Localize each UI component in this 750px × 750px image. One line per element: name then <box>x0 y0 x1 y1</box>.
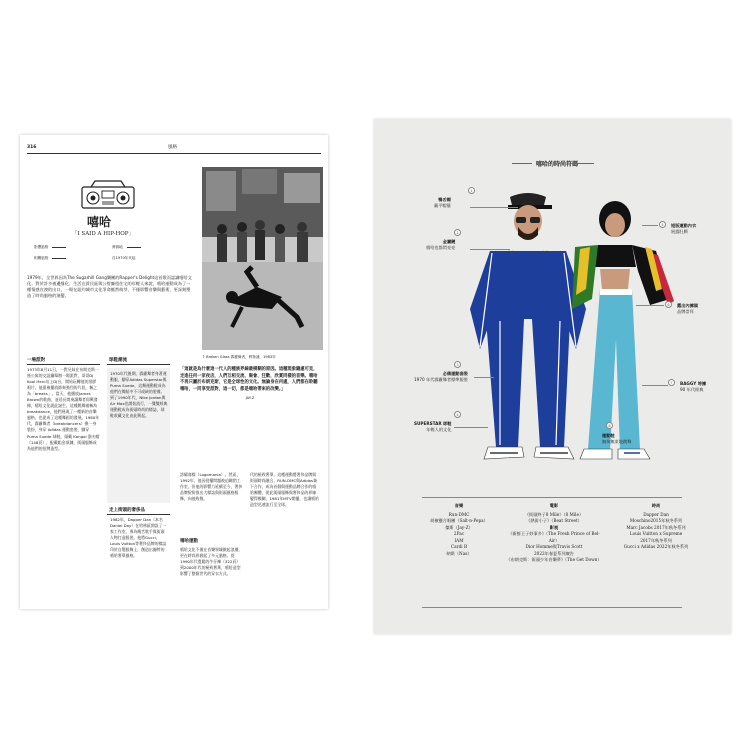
callout-number: 6 <box>665 301 672 308</box>
fashion-item: Moschino2015年秋冬系列 <box>629 518 683 523</box>
meta-line <box>127 247 141 248</box>
callout-desc: 90 年代經典 <box>680 387 704 393</box>
references-rule-top <box>422 497 682 498</box>
callout-desc: 品牌崇拜 <box>677 309 694 315</box>
page-title: 嘻哈 <box>87 215 112 229</box>
pull-quote <box>180 367 320 400</box>
left-page <box>20 135 328 609</box>
fashion-heading: 時尚 <box>651 503 661 508</box>
callout-sneakers <box>602 424 632 446</box>
callout-title: SUPERSTAR 球鞋 <box>414 421 452 426</box>
callout-title: 露出內褲頭 <box>677 303 698 308</box>
music-item: Cardi B <box>450 544 468 549</box>
meta-value: 自1970年代起 <box>112 256 136 260</box>
film-item: 《熱街小子》（Beat Street） <box>526 518 582 523</box>
music-item: 納斯（Nas） <box>446 550 472 556</box>
music-item: 2Pac <box>453 531 465 536</box>
quote-text: 「這就是為什麼這一代人的種族界線最模糊的原因。這種現象隨處可見，走進任何一家夜店，人們互相交流、聚會、狂歡，欣賞同樣的音樂。嘻哈不再只屬於布朗克斯，它是全球性的文化。無論身在何處，人們都在聆聽嘻哈，一同享受派對，這一切，都是嘻哈帶來的改變。」 <box>180 367 318 392</box>
meta-row <box>34 256 66 261</box>
callout-number: 5 <box>659 221 666 228</box>
title-rule-left <box>512 163 532 164</box>
callout-title: 金屬鏈 <box>442 239 456 244</box>
callout-baggy <box>670 381 707 394</box>
music-item: IAM <box>454 537 464 543</box>
fashion-item: Gucci x Adidas 2022年秋冬系列 <box>623 544 689 549</box>
female-figure <box>572 201 674 459</box>
section-text: 嘻哈文化不僅在音樂領域掀起浪潮，更在時尚界掀起了多元風格。從1990年代寬鬆的牛仔褲（322頁）到2000年代的極致奢華，嘻哈造型影響了整個世代的穿衣方式。 <box>180 547 243 577</box>
callout-desc: 戴平帽簷 <box>434 203 451 209</box>
section-text: 誇耀商標（Logomania）。然而，1992年，他因侵權問題被迫關閉工作室，但他的影響力延續至今，奢侈品牌紛紛推出大標誌與街頭風格服飾，向他致敬。 <box>180 472 243 502</box>
leader-line <box>642 385 668 386</box>
music-item: 胡椒鹽合唱團（Salt-n-Pepa） <box>430 518 488 523</box>
tv-item: 2022年春夏系列廣告 <box>534 550 574 556</box>
leader-line <box>454 427 488 428</box>
meta-label: 相關風格 <box>34 256 49 260</box>
callout-number: 2 <box>454 229 461 236</box>
meta-label: 發源地 <box>112 245 123 249</box>
intro-text: 1979年，全世界因為The Sugarhill Gang樂團的Rapper's Delight這首歌而認識嘻哈文化。對於許多被邊緣化、生活在貧民區與公營廉租住宅的年輕人來說，嘻哈運動成為了一種情感宣洩的出口，一場在紐約城市文化爭命脈然萌芽，不僅影響音樂與藝術，更深刻塑造了時尚風格的演變。 <box>27 275 192 299</box>
tv-item: 《新鮮王子妙事多》（The Fresh Prince of Bel-Air） <box>508 531 600 543</box>
tv-heading: 影視 <box>549 524 559 530</box>
callout-crop-top <box>661 223 697 236</box>
section-rule <box>27 364 100 365</box>
title-rule-right <box>574 163 594 164</box>
leader-line <box>636 305 664 306</box>
callout-underwear <box>667 303 698 316</box>
callout-desc: 1970 年代霹靂舞者標準服裝 <box>414 377 468 383</box>
music-heading: 音樂 <box>454 503 464 508</box>
section-heading: 嘻哈運動 <box>180 539 198 544</box>
boombox-icon <box>81 179 135 209</box>
meta-line <box>52 247 66 248</box>
leader-line <box>470 207 518 208</box>
fashion-item: Marc Jacobs 2017年秋冬系列 <box>626 524 686 530</box>
leader-line <box>642 225 658 226</box>
right-page <box>374 119 731 634</box>
music-item: Run-DMC <box>448 511 470 517</box>
callout-number: 7 <box>668 379 675 386</box>
callout-number: 1 <box>468 187 475 194</box>
fashion-item: 2017年秋冬系列 <box>640 537 672 543</box>
callout-tracksuit <box>414 363 468 384</box>
callout-number: 8 <box>606 422 613 429</box>
male-figure <box>470 193 586 459</box>
meta-row <box>112 256 136 261</box>
page-number: 316 <box>27 145 37 150</box>
film-item: 《街頭終子8 Mile》（8 Mile） <box>524 511 584 517</box>
fashion-item: Louis Vuitton x Supreme <box>629 531 683 536</box>
tv-item: Dior Homme與Travis Scott <box>525 544 583 549</box>
callout-desc: 展露肚臍 <box>671 229 688 235</box>
meta-row <box>34 245 66 250</box>
fashion-column <box>604 503 708 551</box>
callout-desc: 無拘無束地跳舞 <box>602 439 632 445</box>
infographic-title: 嘻哈的時尚符碼 <box>536 161 579 168</box>
film-heading: 電影 <box>549 503 559 508</box>
section-text: 代的極致奢華，這種運動將奢侈品牌與街頭時尚融合，RUN-DMC與Adidas簽下合作，成為首個與運動品牌合作的嘻哈團體，從此街頭服飾與奢侈品的界線變得模糊，1981年MTV開播，也讓嘻哈造型迅速流行至全球。 <box>250 472 319 508</box>
leader-line <box>474 377 494 378</box>
header-rule <box>27 153 321 154</box>
tv-item: 《布朗克斯：街頭少年音樂夢》（The Get Down） <box>506 557 602 562</box>
leader-line <box>470 249 510 250</box>
callout-desc: 年輕人的文化 <box>426 427 452 433</box>
callout-cap <box>434 189 473 210</box>
section-text: 1973年8月11日，一對兄妹在布朗克斯一座公寓的交誼廳舉辦一場派對，哥哥DJ Kool Herc站上DJ台，開始玩轉他的黑膠唱片，他重複播放節奏強烈的片段，稱之為「breaks」。當天，他播放James Brown的歌曲，並延長間奏讓舞者即興發揮，嘻哈文化就此誕生。這種跳舞被稱為breakdance，他們展現了一種新的音樂風格，也促成了這種舞蹈的發展。1980年代，霹靂舞者（breakdancers）換一身裝扮，身穿 Adidas 運動套裝，腳穿 Puma Suede 球鞋，頭戴 Kangol 漁夫帽（148頁），配戴粗金項鍊，街頭服飾成為他們的招牌造型。 <box>27 367 100 451</box>
photo-caption: ↑ Broken Glass 霹靂舞者，利物浦，1983年 <box>202 355 276 359</box>
section-heading: 一場派對 <box>27 358 45 363</box>
callout-title: 鴨舌帽 <box>438 197 451 202</box>
callout-superstar <box>414 413 459 434</box>
section-heading: 走上街頭的奢侈品 <box>109 508 145 513</box>
section-rule <box>107 514 170 515</box>
breakdance-photo <box>202 167 323 350</box>
callout-desc: 嘻哈也都閃亮亮 <box>426 245 456 251</box>
section-heading: 球鞋潮流 <box>109 358 127 363</box>
callout-title: 必備運動套裝 <box>442 371 468 376</box>
callout-title: 運動鞋 <box>602 433 615 438</box>
section-rule <box>107 364 170 365</box>
callout-number: 3 <box>454 361 461 368</box>
section-text: 1970年代後期，霹靂舞者身著運動服，腳穿Adidas Superstar與Puma Suede，這類運動鞋成為他們在舞蹈中不可或缺的裝備。到了1990年代，Nike Jordan與Air Max也開始流行，一雙雙經典運動鞋成為街頭時尚的標誌，球鞋收藏文化由此興起。 <box>110 371 168 419</box>
meta-row <box>112 245 141 250</box>
callout-title: BAGGY 垮褲 <box>680 381 707 386</box>
meta-label: 影響風格 <box>34 245 49 249</box>
references-rule-bottom <box>422 607 682 608</box>
callout-number: 4 <box>454 411 461 418</box>
section-text: 1982年，Dapper Dan（本名Daniel Day）在哈林區開設了一家工作室，專為饒舌歌手與街頭人物打造服裝，他將Gucci、Louis Vuitton等奢侈品牌的標誌印於自製服飾上，創造出獨特的嘻哈奢華風格。 <box>110 517 167 559</box>
quote-author: JAY-Z <box>245 395 255 400</box>
callout-chain <box>426 231 459 252</box>
meta-line <box>52 258 66 259</box>
running-head: 風格 <box>168 145 177 150</box>
callout-title: 短版運動內衣 <box>671 223 697 228</box>
fashion-item: Dapper Dan <box>643 511 669 517</box>
hiphop-figures-illustration <box>460 189 690 489</box>
music-column <box>414 503 504 557</box>
page-subtitle: 「I SAID A HIP-HOP」 <box>72 231 134 237</box>
film-column <box>506 503 602 564</box>
music-item: 傑斯（Jay-Z） <box>445 524 473 530</box>
